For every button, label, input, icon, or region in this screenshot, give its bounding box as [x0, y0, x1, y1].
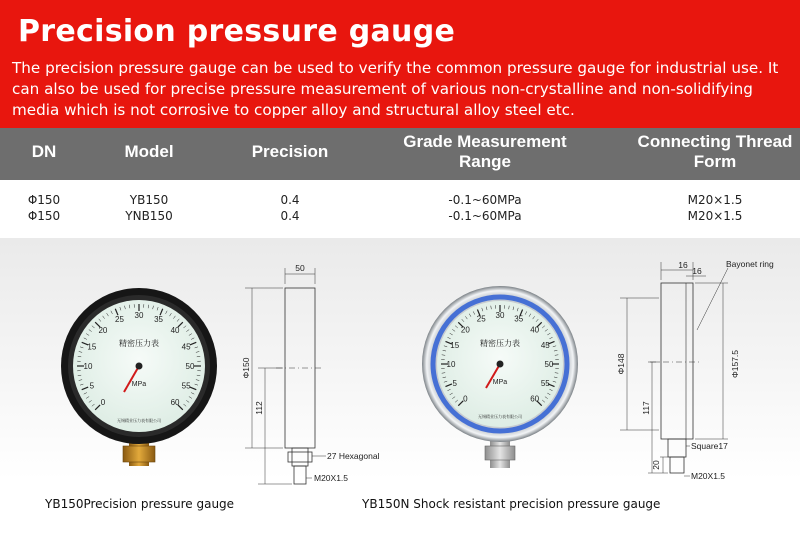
dial-number: 55: [181, 381, 191, 391]
dial-number: 55: [540, 378, 550, 388]
needle-hub: [497, 361, 504, 368]
cell-model: YB150: [129, 193, 169, 207]
dial-center-text: 精密压力表: [119, 339, 159, 348]
needle-hub: [136, 363, 143, 370]
gauge-yb150n: [422, 286, 578, 468]
square-label: Square17: [691, 441, 728, 451]
dial-unit: MPa: [131, 381, 147, 388]
dial-number: 5: [452, 378, 457, 388]
dial-number: 5: [89, 381, 95, 391]
dim-center-label: 117: [641, 401, 651, 415]
hex-label: 27 Hexagonal: [327, 451, 380, 461]
dial-number: 30: [134, 311, 144, 320]
dial-number: 35: [514, 314, 524, 324]
dial-unit: MPa: [492, 379, 508, 386]
dim-16b-label: 16: [692, 266, 702, 276]
drawing-thread: [670, 457, 684, 473]
caption-yb150n: YB150N Shock resistant precision pressure gauge: [362, 497, 661, 511]
dial-center-text: 精密压力表: [480, 339, 520, 348]
dim-diameter-label: Φ148: [616, 353, 626, 375]
dim-center-label: 112: [254, 401, 264, 415]
cell-dn: Φ150: [27, 193, 61, 207]
technical-drawing-yb150: [245, 268, 326, 484]
dial-number: 60: [530, 394, 540, 404]
dial-number: 20: [98, 325, 108, 335]
dial-number: 60: [170, 398, 180, 408]
dial-number: 10: [83, 362, 93, 371]
dial-number: 0: [463, 394, 468, 404]
gauge-hex-nut: [485, 446, 515, 460]
drawing-case-side: [661, 283, 693, 439]
dial-number: 25: [115, 314, 124, 324]
drawing-socket: [668, 439, 686, 457]
dial-maker-text: 无锡精业压力表有限公司: [117, 418, 161, 423]
thread-label: M20X1.5: [314, 473, 349, 483]
thread-label: M20X1.5: [691, 471, 726, 481]
dial-maker-text: 无锡精业压力表有限公司: [478, 414, 522, 419]
drawing1-labels: [241, 263, 380, 483]
drawing-socket: [292, 448, 308, 466]
cell-model: YNB150: [125, 209, 173, 223]
dim-width-label: 50: [295, 263, 305, 273]
leader-bayonet: [697, 268, 728, 330]
description-text: The precision pressure gauge can be used to verify the common pressure gauge for industrial use. It can also be used for precise pressure measurement of various non-crystalline and non-solidifying media which is not corrosive to copper alloy and structural alloy steel etc.: [12, 59, 779, 119]
col-header-range-line2: Range: [459, 152, 511, 171]
dim-diameter-label: Φ150: [241, 357, 251, 379]
cell-dn: Φ150: [27, 209, 61, 223]
cell-precision: 0.4: [280, 193, 300, 207]
col-header-dn: DN: [31, 142, 57, 161]
cell-precision: 0.4: [280, 209, 300, 223]
drawing2-labels: [616, 259, 774, 481]
dim-outer-label: Φ157.5: [730, 349, 740, 379]
dim-16a-label: 16: [678, 260, 688, 270]
dial-number: 45: [540, 341, 550, 351]
dial-number: 25: [476, 314, 486, 324]
bayonet-ring-label: Bayonet ring: [726, 259, 774, 269]
dial-number: 0: [100, 398, 106, 408]
cell-thread: M20×1.5: [687, 193, 743, 207]
dial-number: 15: [450, 341, 460, 351]
dial-number: 10: [446, 360, 456, 369]
col-header-model: Model: [124, 142, 174, 161]
caption-yb150: YB150Precision pressure gauge: [45, 497, 235, 511]
col-header-thread-line2: Form: [693, 152, 737, 171]
dial-number: 40: [170, 325, 180, 335]
dial-number: 50: [544, 360, 554, 369]
dial-number: 30: [495, 311, 505, 320]
dial-number: 35: [154, 314, 163, 324]
cell-range: -0.1~60MPa: [448, 209, 522, 223]
col-header-thread-line1: Connecting Thread: [637, 132, 793, 151]
cell-thread: M20×1.5: [687, 209, 743, 223]
page-title: Precision pressure gauge: [18, 14, 456, 49]
cell-range: -0.1~60MPa: [448, 193, 522, 207]
dial-number: 15: [87, 342, 97, 352]
dim-bottom-label: 20: [651, 460, 661, 470]
dial-number: 50: [185, 362, 195, 371]
gauge-yb150: [61, 288, 217, 466]
dial-number: 20: [460, 325, 470, 335]
col-header-precision: Precision: [251, 142, 329, 161]
col-header-range-line1: Grade Measurement: [403, 132, 567, 151]
dial-number: 40: [530, 325, 540, 335]
drawing-thread: [294, 466, 306, 484]
gauge-hex-nut: [123, 446, 155, 462]
dial-number: 45: [181, 342, 191, 352]
